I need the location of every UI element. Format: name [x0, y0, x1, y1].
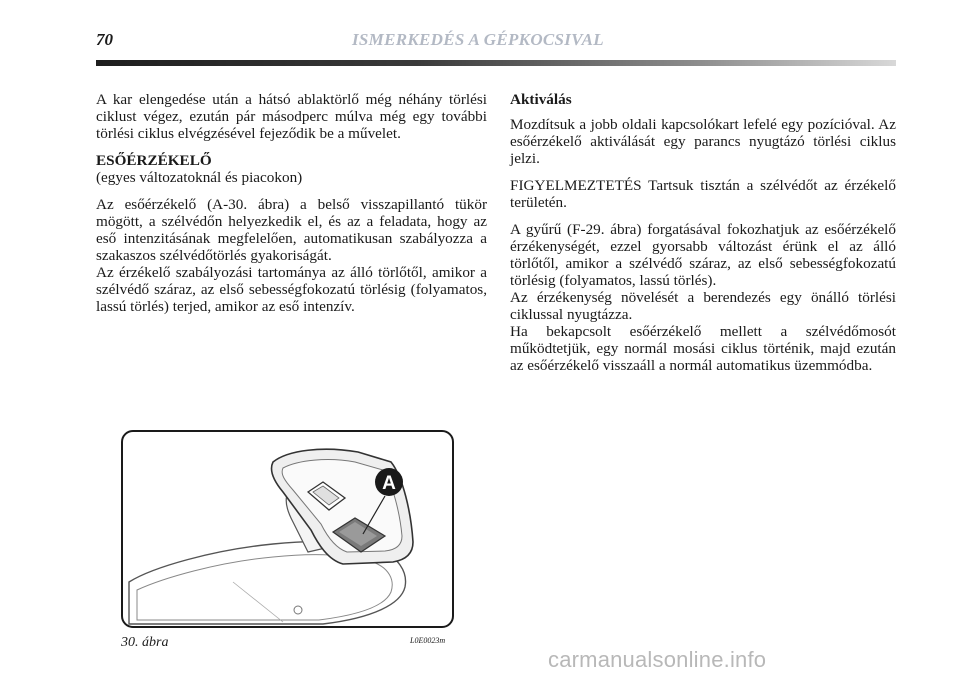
intro-paragraph: A kar elengedése után a hátsó ablaktörlő még néhány törlési ciklust végez, ezután pár másodperc múlva még egy további törlési ciklus elvégzésével fejeződik be a művelet. — [96, 91, 487, 142]
callout-label-a: A — [382, 473, 396, 494]
figure-rain-sensor — [121, 430, 454, 628]
figure-code: L0E0023m — [410, 636, 446, 645]
watermark: carmanualsonline.info — [548, 647, 767, 672]
activation-paragraph-2: A gyűrű (F-29. ábra) forgatásával fokozhatjuk az esőérzékelő érzékenységét, ezzel gyorsabb változást érünk el az álló törlőtől, amikor a szélvédő száraz, az első sebességfokozatú törlésig (folyamatos, lassú törlés). — [510, 221, 896, 289]
warning-paragraph: FIGYELMEZTETÉS Tartsuk tisztán a szélvédőt az érzékelő területén. — [510, 177, 896, 211]
rain-sensor-paragraph-2: Az érzékelő szabályozási tartománya az álló törlőtől, amikor a szélvédő száraz, az első sebességfokozatú törlésig (folyamatos, lassú törlés) terjed, amikor az eső intenzív. — [96, 264, 487, 315]
activation-paragraph-1: Mozdítsuk a jobb oldali kapcsolókart lefelé egy pozícióval. Az esőérzékelő aktiválását egy parancs nyugtázó törlési ciklus jelzi. — [510, 116, 896, 167]
page-number: 70 — [96, 30, 113, 49]
rain-sensor-paragraph-1: Az esőérzékelő (A-30. ábra) a belső visszapillantó tükör mögött, a szélvédőn helyezkedik el, és az a feladata, hogy az eső intenzitásának megfelelően, automatikusan szabályozza a szakaszos szélvédőtörlés gyakoriságát. — [96, 196, 487, 264]
activation-heading: Aktiválás — [510, 91, 572, 108]
activation-paragraph-3: Az érzékenység növelését a berendezés egy önálló törlési ciklussal nyugtázza. — [510, 289, 896, 323]
activation-paragraph-4: Ha bekapcsolt esőérzékelő mellett a szélvédőmosót működtetjük, egy normál mosási ciklus történik, majd ezután az esőérzékelő visszaáll a normál automatikus üzemmódba. — [510, 323, 896, 374]
rain-sensor-subheading: (egyes változatoknál és piacokon) — [96, 169, 303, 186]
figure-caption: 30. ábra — [121, 635, 169, 650]
header-rule — [96, 60, 896, 66]
right-column — [510, 91, 896, 374]
section-title: ISMERKEDÉS A GÉPKOCSIVAL — [352, 30, 604, 49]
rain-sensor-heading: ESŐÉRZÉKELŐ — [96, 152, 212, 169]
rain-sensor-illustration — [123, 432, 454, 628]
left-column — [96, 91, 487, 315]
